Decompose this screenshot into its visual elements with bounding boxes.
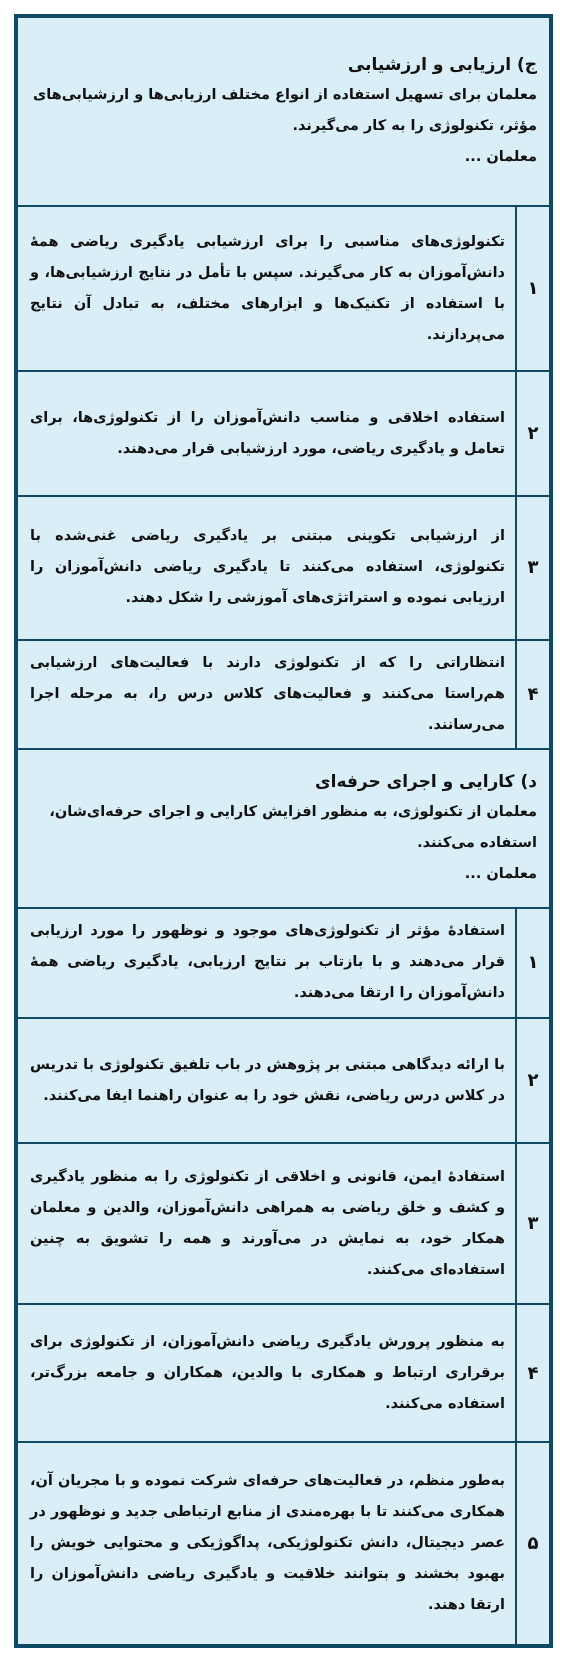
standards-table <box>16 16 551 1646</box>
row-number: ۴ <box>516 640 550 749</box>
row-text: استفادهٔ ایمن، قانونی و اخلاقی از تکنولوژی را به منظور یادگیری و کشف و خلق ریاضی به همراهی دانش‌آموزان، والدین و معلمان همکار خود، به نمایش در می‌آورند و همه را تشویق به چنین استفاده‌ای می‌کنند. <box>17 1143 516 1304</box>
section-intro: معلمان از تکنولوژی، به منظور افزایش کارایی و اجرای حرفه‌ای‌شان، استفاده می‌کنند. <box>49 803 537 851</box>
row-number: ۵ <box>516 1442 550 1645</box>
row-number: ۲ <box>516 371 550 496</box>
table-row <box>17 496 550 639</box>
row-number: ۱ <box>516 206 550 371</box>
row-text: از ارزشیابی تکوینی مبتنی بر یادگیری ریاضی غنی‌شده با تکنولوژی، استفاده می‌کنند تا یادگیری ریاضی دانش‌آموزان را ارزیابی نموده و استراتژی‌های آموزشی را شکل دهند. <box>17 496 516 639</box>
section-title: د) کارایی و اجرای حرفه‌ای <box>315 771 537 792</box>
section-lead: معلمان ... <box>464 865 537 882</box>
row-text: استفاده اخلاقی و مناسب دانش‌آموزان را از تکنولوژی‌ها، برای تعامل و یادگیری ریاضی، مورد ارزشیابی قرار می‌دهند. <box>17 371 516 496</box>
section-title: ج) ارزیابی و ارزشیابی <box>347 54 537 75</box>
row-number: ۴ <box>516 1304 550 1442</box>
table-row <box>17 1018 550 1143</box>
row-number: ۱ <box>516 908 550 1018</box>
section-header-efficiency <box>17 749 550 908</box>
table-row <box>17 1143 550 1304</box>
section-header-row <box>17 749 550 908</box>
row-number: ۳ <box>516 1143 550 1304</box>
row-text: انتظاراتی را که از تکنولوژی دارند با فعالیت‌های ارزشیابی هم‌راستا می‌کنند و فعالیت‌های کلاس درس را، به مرحله اجرا می‌رسانند. <box>17 640 516 749</box>
table-row <box>17 206 550 371</box>
standards-table-panel <box>14 14 553 1648</box>
row-number: ۳ <box>516 496 550 639</box>
row-text: به‌طور منظم، در فعالیت‌های حرفه‌ای شرکت نموده و با مجریان آن، همکاری می‌کنند تا با بهره‌مندی از منابع ارتباطی جدید و نوظهور در عصر دیجیتال، دانش تکنولوژیکی، پداگوژیکی و محتوایی خویش را بهبود بخشند و بتوانند خلاقیت و یادگیری ریاضی دانش‌آموزان را ارتقا دهند. <box>17 1442 516 1645</box>
section-header-row <box>17 17 550 206</box>
row-text: با ارائه دیدگاهی مبتنی بر پژوهش در باب تلفیق تکنولوژی با تدریس در کلاس درس ریاضی، نقش خود را به عنوان راهنما ایفا می‌کنند. <box>17 1018 516 1143</box>
section-intro: معلمان برای تسهیل استفاده از انواع مختلف ارزیابی‌ها و ارزشیابی‌های مؤثر، تکنولوژی را به کار می‌گیرند. <box>32 86 537 134</box>
row-number: ۲ <box>516 1018 550 1143</box>
table-row <box>17 908 550 1018</box>
section-lead: معلمان ... <box>464 148 537 165</box>
section-header-assessment <box>17 17 550 206</box>
table-row <box>17 1304 550 1442</box>
row-text: استفادهٔ مؤثر از تکنولوژی‌های موجود و نوظهور را مورد ارزیابی قرار می‌دهند و با بازتاب بر نتایج ارزیابی، یادگیری ریاضی همهٔ دانش‌آموزان را ارتقا می‌دهند. <box>17 908 516 1018</box>
row-text: تکنولوژی‌های مناسبی را برای ارزشیابی یادگیری ریاضی همهٔ دانش‌آموزان به کار می‌گیرند. سپس با تأمل در نتایج ارزشیابی‌ها، و با استفاده از تکنیک‌ها و ابزارهای مختلف، به تبادل آن نتایج می‌پردازند. <box>17 206 516 371</box>
table-row <box>17 1442 550 1645</box>
table-row <box>17 640 550 749</box>
table-row <box>17 371 550 496</box>
row-text: به منظور پرورش یادگیری ریاضی دانش‌آموزان، از تکنولوژی برای برقراری ارتباط و همکاری با والدین، همکاران و جامعه بزرگ‌تر، استفاده می‌کنند. <box>17 1304 516 1442</box>
